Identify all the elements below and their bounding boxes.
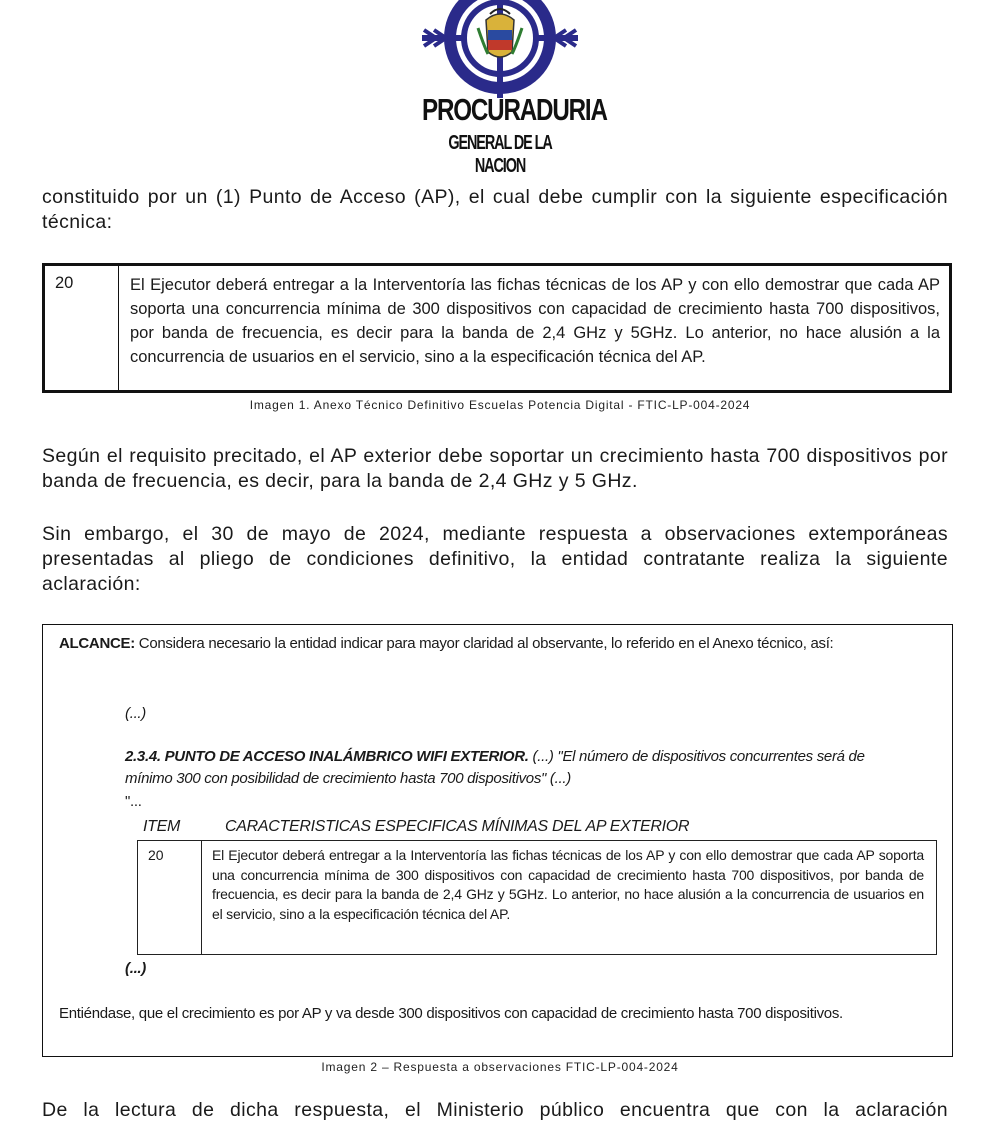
column-header-caracteristicas: CARACTERISTICAS ESPECIFICAS MÍNIMAS DEL AP EXTERIOR [225,818,690,835]
paragraph-conclusion: De la lectura de dicha respuesta, el Ministerio público encuentra que con la aclaración [42,1099,948,1121]
coat-of-arms-icon [478,9,522,57]
inner-item-text: El Ejecutor deberá entregar a la Interventoría las fichas técnicas de los AP y con ello demostrar que cada AP soporta una concurrencia mínima de 300 dispositivos con capacidad de crecimiento hasta 700 dispositivos, por banda de frecuencia, es decir para la banda de 2,4 GHz y 5GHz. Lo anterior, no hace alusión a la concurrencia de usuarios en el servicio, sino a la especificación técnica del AP. [212,847,924,922]
paragraph-clarification: Sin embargo, el 30 de mayo de 2024, mediante respuesta a observaciones extemporáneas presentadas al pliego de condiciones definitivo, la entidad contratante realiza la siguiente aclaración: [42,523,948,595]
alcance-text: Considera necesario la entidad indicar para mayor claridad al observante, lo referido en el Anexo técnico, así: [134,635,834,652]
conclusion-text: Entiéndase, que el crecimiento es por AP y va desde 300 dispositivos con capacidad de crecimiento hasta 700 dispositivos. [59,1005,843,1022]
caption-image-2: Imagen 2 – Respuesta a observaciones FTIC-LP-004-2024 [321,1060,679,1074]
column-header-item: ITEM [143,818,181,835]
open-quote: "... [125,793,142,810]
ellipsis-open: (...) [125,705,146,722]
spec-table [42,263,952,393]
inner-spec-table [137,840,937,955]
spec-item-text: El Ejecutor deberá entregar a la Interventoría las fichas técnicas de los AP y con ello demostrar que cada AP soporta una concurrencia mínima de 300 dispositivos con capacidad de crecimiento hasta 700 dispositivos, por banda de frecuencia, es decir para la banda de 2,4 GHz y 5GHz. Lo anterior, no hace alusión a la concurrencia de usuarios en el servicio, sino a la especificación técnica del AP. [130,276,940,366]
ellipsis-close: (...) [125,960,146,977]
paragraph-requirement: Según el requisito precitado, el AP exterior debe soportar un crecimiento hasta 700 dispositivos por banda de frecuencia, es decir, para la banda de 2,4 GHz y 5 GHz. [42,445,948,492]
logo-emblem [418,0,582,98]
inner-item-number: 20 [148,847,164,863]
logo-text-general: GENERAL DE LA NACION [448,132,552,177]
section-title: 2.3.4. PUNTO DE ACCESO INALÁMBRICO WIFI EXTERIOR. [125,748,529,765]
section-paragraph [125,746,905,790]
alcance-label: ALCANCE: [59,635,135,652]
logo-text-procuraduria: PROCURADURIA [422,92,607,127]
spec-item-number: 20 [55,274,74,292]
alcance-paragraph [59,633,919,655]
section-quote: (...) "El número de dispositivos concurrentes será de mínimo 300 con posibilidad de crecimiento hasta 700 dispositivos" (...) [125,748,865,787]
paragraph-intro: constituido por un (1) Punto de Acceso (AP), el cual debe cumplir con la siguiente especificación técnica: [42,186,948,233]
response-box [42,624,953,1057]
caption-image-1: Imagen 1. Anexo Técnico Definitivo Escuelas Potencia Digital - FTIC-LP-004-2024 [249,398,751,412]
table-divider [118,266,119,390]
inner-table-divider [201,841,202,954]
